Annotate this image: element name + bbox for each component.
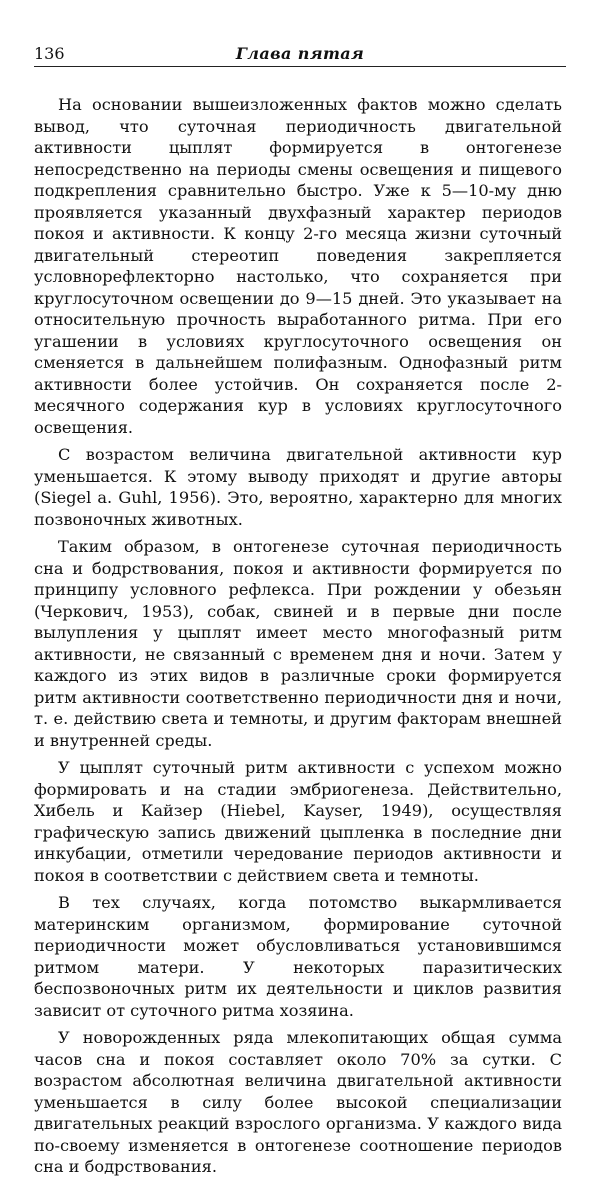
page-number: 136 [34,44,65,63]
paragraph: В тех случаях, когда потомство выкармливается материнским организмом, формирование суточной периодичности может обусловливаться установившимся ритмом матери. У некоторых паразитических беспозвоночных ритм их деятельности и циклов развития зависит от суточного ритма хозяина. [34,893,562,1020]
paragraph: На основании вышеизложенных фактов можно сделать вывод, что суточная периодичность двигательной активности цыплят формируется в онтогенезе непосредственно на периоды смены освещения и пищевого подкрепления сравнительно быстро. Уже к 5—10-му дню проявляется указанный двухфазный характер периодов покоя и активности. К концу 2-го месяца жизни суточный двигательный стереотип поведения закрепляется условнорефлекторно настолько, что сохраняется при круглосуточном освещении до 9—15 дней. Это указывает на относительную прочность выработанного ритма. При его угашении в условиях круглосуточного освещения он сменяется в дальнейшем полифазным. Однофазный ритм активности более устойчив. Он сохраняется после 2-месячного содержания кур в условиях круглосуточного освещения. [34,95,562,437]
paragraph: Таким образом, в онтогенезе суточная периодичность сна и бодрствования, покоя и активности формируется по принципу условного рефлекса. При рождении у обезьян (Черкович, 1953), собак, свиней и в первые дни после вылупления у цыплят имеет место многофазный ритм активности, не связанный с временем дня и ночи. Затем у каждого из этих видов в различные сроки формируется ритм активности соответственно периодичности дня и ночи, т. е. действию света и темноты, и другим факторам внешней и внутренней среды. [34,537,562,750]
paragraph: У цыплят суточный ритм активности с успехом можно формировать и на стадии эмбриогенеза. Действительно, Хибель и Кайзер (Hiebel, Kayser, 1949), осуществляя графическую запись движений цыпленка в последние дни инкубации, отметили чередование периодов активности и покоя в соответствии с действием света и темноты. [34,758,562,885]
page-header [34,44,566,67]
paragraph: У новорожденных ряда млекопитающих общая сумма часов сна и покоя составляет около 70% за сутки. С возрастом абсолютная величина двигательной активности уменьшается в силу более высокой специализации двигательных реакций взрослого организма. У каждого вида по-своему изменяется в онтогенезе соотношение периодов сна и бодрствования. [34,1028,562,1176]
chapter-title: Глава пятая [235,44,365,63]
paragraph: С возрастом величина двигательной активности кур уменьшается. К этому выводу приходят и другие авторы (Siegel a. Guhl, 1956). Это, вероятно, характерно для многих позвоночных животных. [34,445,562,529]
body-text [34,94,562,1184]
